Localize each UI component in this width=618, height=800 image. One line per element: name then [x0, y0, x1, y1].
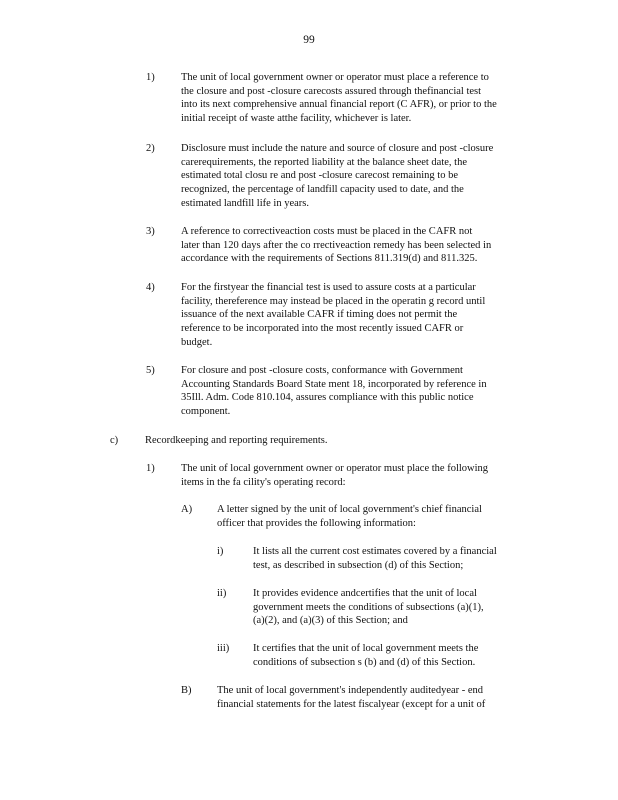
item-text-a3 [181, 225, 491, 266]
text-line: The unit of local government owner or operator must place a reference to [181, 72, 489, 83]
item-text-a1 [181, 71, 497, 126]
text-line: estimated landfill life in years. [181, 197, 309, 209]
text-line: facility, thereference may instead be placed in the operatin g record until [181, 295, 486, 307]
text-line: A letter signed by the unit of local government's chief financial [217, 504, 482, 515]
text-line: A reference to correctiveaction costs must be placed in the CAFR not [181, 226, 473, 237]
text-line: 35Ill. Adm. Code 810.104, assures compliance with this public notice [181, 392, 474, 404]
item-label-c1B: B) [181, 685, 192, 696]
text-line: items in the fa cility's operating record: [181, 476, 346, 488]
item-label-a1: 1) [146, 72, 155, 83]
item-text-c1Ai [253, 545, 497, 572]
text-line: component. [181, 406, 231, 418]
text-line: Disclosure must include the nature and source of closure and post -closure [181, 143, 494, 154]
text-line: carerequirements, the reported liability at the balance sheet date, the [181, 156, 467, 168]
text-line: into its next comprehensive annual financial report (C AFR), or prior to the [181, 99, 497, 111]
text-line: The unit of local government's independently auditedyear - end [217, 685, 484, 696]
item-text-a2 [181, 142, 493, 211]
text-line: test, as described in subsection (d) of this Section; [253, 559, 464, 571]
item-text-a4 [181, 281, 485, 350]
item-text-c1A [217, 503, 482, 530]
text-line: budget. [181, 336, 213, 348]
text-line: Accounting Standards Board State ment 18, incorporated by reference in [181, 378, 487, 390]
item-label-c1: 1) [146, 463, 155, 474]
text-line: accordance with the requirements of Sections 811.319(d) and 811.325. [181, 253, 478, 265]
item-label-c: c) [110, 435, 119, 446]
item-text-c1Aiii [253, 642, 478, 669]
text-line: recognized, the percentage of landfill capacity used to date, and the [181, 184, 464, 196]
item-label-a4: 4) [146, 282, 155, 293]
item-text-c1 [181, 462, 488, 489]
item-text-c1B [217, 684, 485, 711]
text-line: The unit of local government owner or operator must place the following [181, 463, 489, 474]
item-label-a5: 5) [146, 365, 155, 376]
item-label-a2: 2) [146, 143, 155, 154]
item-text-c [145, 434, 328, 448]
item-label-c1A: A) [181, 504, 193, 515]
text-line: officer that provides the following information: [217, 517, 416, 529]
text-line: estimated total closu re and post -closure carecost remaining to be [181, 170, 458, 182]
text-line: the closure and post -closure carecosts assured through thefinancial test [181, 85, 482, 97]
text-line: initial receipt of waste atthe facility, whichever is later. [181, 113, 412, 125]
text-line: For the firstyear the financial test is used to assure costs at a particular [181, 282, 476, 293]
item-text-c1Aii [253, 587, 484, 628]
text-line: reference to be incorporated into the most recently issued CAFR or [181, 323, 464, 335]
page-number: 99 [303, 34, 315, 46]
text-line: issuance of the next available CAFR if timing does not permit the [181, 309, 458, 321]
text-line: financial statements for the latest fiscalyear (except for a unit of [217, 698, 486, 710]
text-line: Recordkeeping and reporting requirements. [145, 435, 328, 446]
item-text-a5 [181, 364, 487, 419]
text-line: For closure and post -closure costs, conformance with Government [181, 365, 463, 376]
text-line: conditions of subsection s (b) and (d) of this Section. [253, 656, 476, 668]
item-label-a3: 3) [146, 226, 155, 237]
text-line: later than 120 days after the co rrectiveaction remedy has been selected in [181, 239, 492, 251]
text-line: It certifies that the unit of local government meets the [253, 643, 479, 654]
text-line: It provides evidence andcertifies that the unit of local [253, 588, 477, 599]
item-label-c1Aii: ii) [217, 588, 227, 599]
text-line: It lists all the current cost estimates covered by a financial [253, 546, 497, 557]
text-line: (a)(2), and (a)(3) of this Section; and [253, 615, 408, 627]
text-line: government meets the conditions of subsections (a)(1), [253, 601, 484, 613]
item-label-c1Aiii: iii) [217, 643, 230, 654]
item-label-c1Ai: i) [217, 546, 224, 557]
